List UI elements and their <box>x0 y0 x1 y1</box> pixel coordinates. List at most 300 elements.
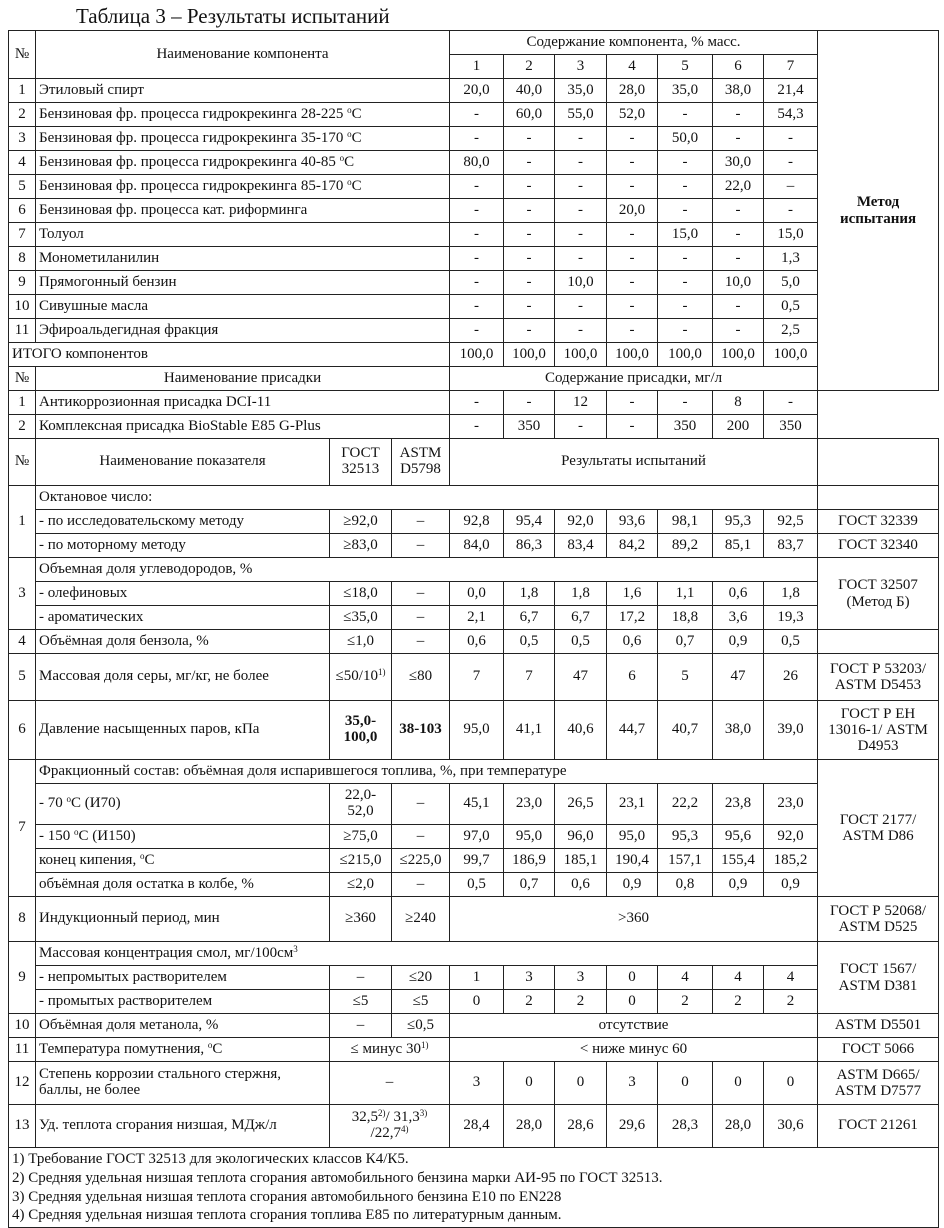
value-cell: 4 <box>713 966 764 990</box>
value-cell: - <box>555 175 607 199</box>
superscript: 3) <box>419 1108 428 1119</box>
additive-name: Антикоррозионная присадка DCI-11 <box>36 391 450 415</box>
component-row <box>9 247 939 271</box>
header-results: Результаты испытаний <box>450 439 818 486</box>
header-no: № <box>9 31 36 79</box>
value-cell: 95,4 <box>504 510 555 534</box>
text-part: Температура помутнения, <box>39 1040 208 1057</box>
gost-limit: 22,0-52,0 <box>330 784 392 825</box>
value-cell: 15,0 <box>658 223 713 247</box>
indicator-title: Объемная доля углеводородов, % <box>36 558 818 582</box>
gost-limit: – <box>330 1014 392 1038</box>
value-cell: - <box>504 319 555 343</box>
row-number: 2 <box>9 415 36 439</box>
value-cell: 0,6 <box>450 630 504 654</box>
value-cell: 30,6 <box>764 1105 818 1148</box>
value-cell: 0,5 <box>504 630 555 654</box>
value-cell: - <box>713 223 764 247</box>
value-cell: 28,0 <box>713 1105 764 1148</box>
component-name <box>36 175 450 199</box>
result-merged: < ниже минус 60 <box>450 1038 818 1062</box>
value-cell: - <box>504 295 555 319</box>
component-name <box>36 271 450 295</box>
text-part: Этиловый спирт <box>39 81 144 98</box>
text-part: С <box>212 1040 223 1057</box>
gost-limit: ≤35,0 <box>330 606 392 630</box>
value-cell: 89,2 <box>658 534 713 558</box>
value-cell: 40,0 <box>504 79 555 103</box>
value-cell: - <box>607 319 658 343</box>
superscript: о <box>347 104 352 115</box>
value-cell: 0,5 <box>764 630 818 654</box>
value-cell: - <box>607 223 658 247</box>
value-cell: 0,9 <box>764 873 818 897</box>
value-cell: - <box>658 319 713 343</box>
component-row <box>9 199 939 223</box>
text-part: Толуол <box>39 225 84 242</box>
value-cell: - <box>504 391 555 415</box>
value-cell: - <box>555 223 607 247</box>
value-cell: 0,5 <box>450 873 504 897</box>
header-row <box>9 31 939 55</box>
indicator-row <box>9 606 939 630</box>
value-cell: - <box>658 175 713 199</box>
component-row <box>9 79 939 103</box>
indicator-row <box>9 784 939 825</box>
value-cell: 0,9 <box>607 873 658 897</box>
value-cell: 2 <box>555 990 607 1014</box>
gost-limit: ≤2,0 <box>330 873 392 897</box>
astm-limit: ≤20 <box>392 966 450 990</box>
footnote: 1) Требование ГОСТ 32513 для экологических классов К4/К5. <box>12 1151 409 1167</box>
text-part: Бензиновая фр. процесса гидрокрекинга 40-85 <box>39 153 340 170</box>
gost-limit: ≤18,0 <box>330 582 392 606</box>
gost-limit: ≥75,0 <box>330 825 392 849</box>
table-title: Таблица 3 – Результаты испытаний <box>76 4 390 28</box>
table-body <box>9 31 939 1228</box>
value-cell: 28,0 <box>504 1105 555 1148</box>
superscript: о <box>74 826 79 837</box>
value-cell: - <box>450 391 504 415</box>
test-method: ГОСТ 21261 <box>818 1105 939 1148</box>
astm-limit: ≥240 <box>392 897 450 942</box>
row-number: 3 <box>9 127 36 151</box>
indicator-row <box>9 990 939 1014</box>
value-cell: 12 <box>555 391 607 415</box>
value-cell: - <box>555 319 607 343</box>
value-cell: 100,0 <box>450 343 504 367</box>
value-cell: 7 <box>450 654 504 701</box>
row-number: 2 <box>9 103 36 127</box>
column-number: 4 <box>607 55 658 79</box>
value-cell: - <box>764 151 818 175</box>
component-name <box>36 247 450 271</box>
column-number: 7 <box>764 55 818 79</box>
indicator-name: - по моторному методу <box>36 534 330 558</box>
astm-limit: ≤5 <box>392 990 450 1014</box>
component-name <box>36 79 450 103</box>
value-cell: 0 <box>607 966 658 990</box>
column-number: 2 <box>504 55 555 79</box>
footnotes <box>9 1148 939 1228</box>
additive-row <box>9 391 939 415</box>
indicator-name: Давление насыщенных паров, кПа <box>36 701 330 760</box>
test-method: ГОСТ 32507 (Метод Б) <box>818 558 939 630</box>
indicator-name: Уд. теплота сгорания низшая, МДж/л <box>36 1105 330 1148</box>
value-cell: 0 <box>504 1062 555 1105</box>
results-table <box>8 30 939 1228</box>
row-number: 7 <box>9 223 36 247</box>
value-cell: - <box>555 295 607 319</box>
value-cell: - <box>555 247 607 271</box>
astm-limit: – <box>392 630 450 654</box>
row-number: 4 <box>9 151 36 175</box>
gost-limit: ≤215,0 <box>330 849 392 873</box>
value-cell: 0,7 <box>504 873 555 897</box>
value-cell: - <box>658 103 713 127</box>
value-cell: 8 <box>713 391 764 415</box>
text-part: Бензиновая фр. процесса гидрокрекинга 28-225 <box>39 105 348 122</box>
value-cell: 1,8 <box>504 582 555 606</box>
value-cell: 1 <box>450 966 504 990</box>
value-cell: 83,7 <box>764 534 818 558</box>
value-cell: 26 <box>764 654 818 701</box>
value-cell: - <box>607 151 658 175</box>
indicator-name: Объёмная доля метанола, % <box>36 1014 330 1038</box>
value-cell: 40,6 <box>555 701 607 760</box>
value-cell: 26,5 <box>555 784 607 825</box>
row-number: 13 <box>9 1105 36 1148</box>
indicator-name: - непромытых растворителем <box>36 966 330 990</box>
value-cell: 29,6 <box>607 1105 658 1148</box>
component-row <box>9 175 939 199</box>
column-number: 1 <box>450 55 504 79</box>
superscript: о <box>139 850 145 861</box>
text-part: 32,5 <box>351 1109 379 1126</box>
test-method: ASTM D665/ ASTM D7577 <box>818 1062 939 1105</box>
row-number: 9 <box>9 942 36 1014</box>
astm-limit: ≤0,5 <box>392 1014 450 1038</box>
value-cell: - <box>555 415 607 439</box>
value-cell: - <box>504 223 555 247</box>
test-method: ГОСТ Р 53203/ ASTM D5453 <box>818 654 939 701</box>
value-cell: - <box>607 247 658 271</box>
value-cell: 1,6 <box>607 582 658 606</box>
value-cell: 0 <box>658 1062 713 1105</box>
superscript: 2) <box>378 1108 386 1119</box>
value-cell: 28,3 <box>658 1105 713 1148</box>
superscript: о <box>66 794 71 805</box>
header-additive-content: Содержание присадки, мг/л <box>450 367 818 391</box>
value-cell: 45,1 <box>450 784 504 825</box>
value-cell: 40,7 <box>658 701 713 760</box>
value-cell: 2,5 <box>764 319 818 343</box>
total-label: ИТОГО компонентов <box>9 343 450 367</box>
value-cell: 47 <box>713 654 764 701</box>
value-cell: 0,9 <box>713 873 764 897</box>
value-cell: - <box>764 127 818 151</box>
test-method: ГОСТ 1567/ ASTM D381 <box>818 942 939 1014</box>
text-part: С <box>144 851 155 868</box>
value-cell: 15,0 <box>764 223 818 247</box>
footnote: 2) Средняя удельная низшая теплота сгорания автомобильного бензина марки АИ-95 по ГОСТ 32513. <box>12 1169 663 1186</box>
value-cell: - <box>658 391 713 415</box>
value-cell: 23,8 <box>713 784 764 825</box>
superscript: о <box>347 128 352 139</box>
value-cell: - <box>658 151 713 175</box>
indicator-row <box>9 825 939 849</box>
indicator-name: - по исследовательскому методу <box>36 510 330 534</box>
value-cell: 185,2 <box>764 849 818 873</box>
value-cell: 0,6 <box>555 873 607 897</box>
value-cell: 44,7 <box>607 701 658 760</box>
text-part: Сивушные масла <box>39 297 149 314</box>
value-cell: 2 <box>713 990 764 1014</box>
superscript: о <box>207 1039 213 1050</box>
row-number: 9 <box>9 271 36 295</box>
indicator-row <box>9 701 939 760</box>
additive-name: Комплексная присадка BioStable E85 G-Plus <box>36 415 450 439</box>
value-cell: 350 <box>658 415 713 439</box>
gost-limit: ≥92,0 <box>330 510 392 534</box>
text-part: /22,7 <box>370 1125 401 1141</box>
row-number: 8 <box>9 897 36 942</box>
value-cell: 10,0 <box>555 271 607 295</box>
indicator-row <box>9 873 939 897</box>
value-cell: 97,0 <box>450 825 504 849</box>
test-method: ASTM D5501 <box>818 1014 939 1038</box>
value-cell: - <box>713 199 764 223</box>
column-number: 6 <box>713 55 764 79</box>
indicator-name <box>36 825 330 849</box>
test-method: ГОСТ Р ЕН 13016-1/ ASTM D4953 <box>818 701 939 760</box>
component-row <box>9 295 939 319</box>
value-cell: 38,0 <box>713 701 764 760</box>
value-cell: - <box>504 175 555 199</box>
text-part: С (И150) <box>78 827 136 844</box>
row-number: 11 <box>9 319 36 343</box>
indicator-row <box>9 510 939 534</box>
indicator-row <box>9 966 939 990</box>
value-cell: 80,0 <box>450 151 504 175</box>
value-cell: 3 <box>607 1062 658 1105</box>
footnote: 4) Средняя удельная низшая теплота сгорания топлива Е85 по литературным данным. <box>12 1207 562 1224</box>
value-cell: 186,9 <box>504 849 555 873</box>
value-cell: 92,8 <box>450 510 504 534</box>
component-name <box>36 199 450 223</box>
indicator-row <box>9 1062 939 1105</box>
column-number: 5 <box>658 55 713 79</box>
value-cell: 0,0 <box>450 582 504 606</box>
value-cell: - <box>555 151 607 175</box>
value-cell: - <box>764 199 818 223</box>
value-cell: 1,3 <box>764 247 818 271</box>
value-cell: - <box>450 415 504 439</box>
header-astm: ASTM D5798 <box>392 439 450 486</box>
header-no: № <box>9 439 36 486</box>
value-cell: 0,7 <box>658 630 713 654</box>
value-cell: 155,4 <box>713 849 764 873</box>
text-part: С <box>351 105 362 122</box>
value-cell: 95,0 <box>607 825 658 849</box>
value-cell: 3 <box>555 966 607 990</box>
indicator-name: Индукционный период, мин <box>36 897 330 942</box>
value-cell: 6,7 <box>504 606 555 630</box>
row-number: 3 <box>9 558 36 630</box>
astm-limit: – <box>392 582 450 606</box>
component-row <box>9 271 939 295</box>
value-cell: - <box>450 199 504 223</box>
astm-limit: ≤225,0 <box>392 849 450 873</box>
value-cell: - <box>658 199 713 223</box>
value-cell: - <box>607 391 658 415</box>
value-cell: 99,7 <box>450 849 504 873</box>
value-cell: - <box>607 127 658 151</box>
value-cell: 95,3 <box>713 510 764 534</box>
value-cell: - <box>607 271 658 295</box>
test-method: ГОСТ 32339 <box>818 510 939 534</box>
value-cell: 84,2 <box>607 534 658 558</box>
value-cell: 98,1 <box>658 510 713 534</box>
text-part: Бензиновая фр. процесса гидрокрекинга 35-170 <box>39 129 348 146</box>
text-part: Эфироальдегидная фракция <box>39 321 219 338</box>
indicator-name <box>36 849 330 873</box>
value-cell: 50,0 <box>658 127 713 151</box>
value-cell: - <box>504 199 555 223</box>
value-cell: 20,0 <box>607 199 658 223</box>
value-cell: 0,5 <box>764 295 818 319</box>
additive-header-row <box>9 367 939 391</box>
astm-limit: 38-103 <box>392 701 450 760</box>
header-component: Наименование компонента <box>36 31 450 79</box>
component-row <box>9 223 939 247</box>
indicator-title <box>36 942 818 966</box>
indicator-row <box>9 897 939 942</box>
value-cell: 4 <box>658 966 713 990</box>
value-cell: - <box>658 271 713 295</box>
method-header: Метод испытания <box>818 31 939 391</box>
value-cell: 6 <box>607 654 658 701</box>
value-cell: 2 <box>658 990 713 1014</box>
value-cell: 23,0 <box>764 784 818 825</box>
value-cell: 0,9 <box>713 630 764 654</box>
indicator-name: Объёмная доля бензола, % <box>36 630 330 654</box>
component-row <box>9 127 939 151</box>
value-cell: 0,8 <box>658 873 713 897</box>
value-cell: - <box>713 103 764 127</box>
value-cell: 5,0 <box>764 271 818 295</box>
gost-limit: ≤1,0 <box>330 630 392 654</box>
value-cell: - <box>607 415 658 439</box>
row-number: 1 <box>9 391 36 415</box>
header-no: № <box>9 367 36 391</box>
value-cell: 350 <box>504 415 555 439</box>
indicator-name: объёмная доля остатка в колбе, % <box>36 873 330 897</box>
value-cell: - <box>450 175 504 199</box>
header-indicator: Наименование показателя <box>36 439 330 486</box>
text-part: / 31,3 <box>385 1109 420 1126</box>
value-cell: 28,0 <box>607 79 658 103</box>
row-number: 4 <box>9 630 36 654</box>
value-cell: - <box>450 319 504 343</box>
value-cell: 95,0 <box>450 701 504 760</box>
value-cell: 23,1 <box>607 784 658 825</box>
astm-limit: – <box>392 825 450 849</box>
value-cell: 4 <box>764 966 818 990</box>
text-part: Массовая концентрация смол, мг/100см <box>39 944 294 961</box>
indicator-row <box>9 849 939 873</box>
indicator-name <box>36 1038 330 1062</box>
astm-limit: – <box>392 873 450 897</box>
text-part: С <box>351 177 362 194</box>
value-cell: 7 <box>504 654 555 701</box>
component-name <box>36 223 450 247</box>
indicator-row <box>9 1038 939 1062</box>
value-cell: 185,1 <box>555 849 607 873</box>
value-cell: - <box>658 247 713 271</box>
gost-limit: 35,0-100,0 <box>330 701 392 760</box>
row-number: 10 <box>9 1014 36 1038</box>
total-row <box>9 343 939 367</box>
result-merged: >360 <box>450 897 818 942</box>
text-part: ≤ минус 30 <box>350 1040 421 1057</box>
value-cell: - <box>607 295 658 319</box>
value-cell: – <box>764 175 818 199</box>
value-cell: 21,4 <box>764 79 818 103</box>
method-blank <box>818 439 939 486</box>
test-method: ГОСТ 5066 <box>818 1038 939 1062</box>
component-name <box>36 295 450 319</box>
indicator-row <box>9 630 939 654</box>
indicator-header-row <box>9 439 939 486</box>
value-cell: 200 <box>713 415 764 439</box>
value-cell: 100,0 <box>555 343 607 367</box>
value-cell: 92,5 <box>764 510 818 534</box>
value-cell: - <box>504 247 555 271</box>
value-cell: 47 <box>555 654 607 701</box>
value-cell: 3 <box>450 1062 504 1105</box>
text-part: Монометиланилин <box>39 249 160 266</box>
value-cell: 95,0 <box>504 825 555 849</box>
text-part: С <box>344 153 355 170</box>
value-cell: 100,0 <box>504 343 555 367</box>
value-cell: 6,7 <box>555 606 607 630</box>
value-cell: - <box>450 127 504 151</box>
method-blank <box>818 630 939 654</box>
component-name <box>36 151 450 175</box>
value-cell: 30,0 <box>713 151 764 175</box>
component-row <box>9 151 939 175</box>
indicator-row <box>9 654 939 701</box>
value-cell: 350 <box>764 415 818 439</box>
value-cell: - <box>450 247 504 271</box>
value-cell: - <box>450 271 504 295</box>
footnote: 3) Средняя удельная низшая теплота сгорания автомобильного бензина Е10 по EN228 <box>12 1188 562 1205</box>
indicator-title: Фракционный состав: объёмная доля испарившегося топлива, %, при температуре <box>36 760 818 784</box>
indicator-row <box>9 760 939 784</box>
value-cell: 1,1 <box>658 582 713 606</box>
component-name <box>36 103 450 127</box>
header-gost: ГОСТ 32513 <box>330 439 392 486</box>
value-cell: 0,6 <box>607 630 658 654</box>
row-number: 7 <box>9 760 36 897</box>
value-cell: 2,1 <box>450 606 504 630</box>
value-cell: 92,0 <box>555 510 607 534</box>
value-cell: 20,0 <box>450 79 504 103</box>
value-cell: 85,1 <box>713 534 764 558</box>
value-cell: 35,0 <box>555 79 607 103</box>
value-cell: 95,3 <box>658 825 713 849</box>
